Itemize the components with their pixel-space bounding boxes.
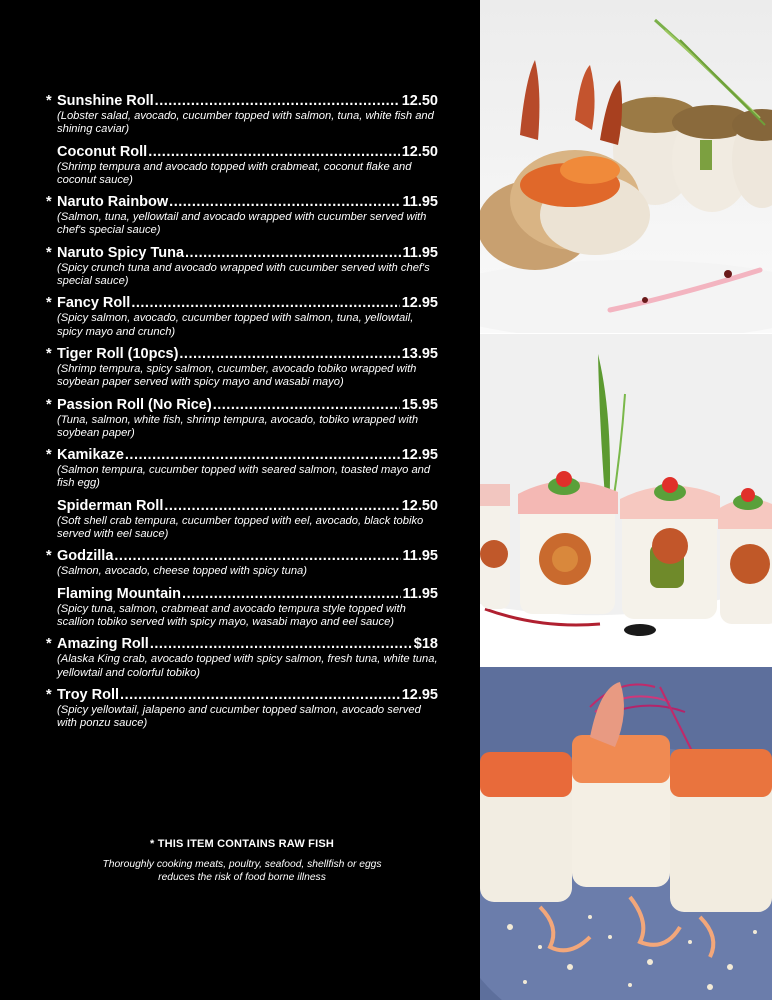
menu-item-description: (Salmon tempura, cucumber topped with seared salmon, toasted mayo and fish egg) [57,464,431,490]
menu-item-description: (Spicy yellowtail, jalapeno and cucumber topped salmon, avocado served with ponzu sauce) [57,703,421,730]
food-safety-note [46,858,438,884]
menu-item-name: Naruto Spicy Tuna [57,244,185,261]
menu-item-name: Fancy Roll [57,295,131,312]
raw-fish-warning-title: * THIS ITEM CONTAINS RAW FISH [149,838,335,850]
menu-item-name: Amazing Roll [57,636,149,653]
menu-item-header [46,144,438,161]
menu-item-description: (Salmon, avocado, cheese topped with spicy tuna) [57,565,307,578]
menu-item-description: (Lobster salad, avocado, cucumber topped with salmon, tuna, white fish and shining caviar) [57,110,434,136]
menu-item-price: 15.95 [401,396,438,413]
photo-column [480,0,772,1000]
menu-item-header [46,346,438,363]
dot-leader [179,346,399,363]
raw-fish-marker: * [46,345,52,362]
raw-fish-marker: * [46,447,52,464]
menu-item [46,295,438,339]
menu-item-description: (Shrimp tempura and avocado topped with crabmeat, coconut flake and coconut sauce) [57,160,412,186]
menu-item [46,548,438,578]
menu-item-price: 12.50 [401,497,438,514]
dot-leader [148,144,399,161]
menu-item-description: (Spicy crunch tuna and avocado wrapped with cucumber served with chef's special sauce) [57,261,430,288]
menu-item [46,447,438,491]
menu-item-description: (Tuna, salmon, white fish, shrimp tempura, avocado, tobiko wrapped with soybean paper) [57,413,419,439]
menu-item-header [46,586,438,603]
raw-fish-marker: * [46,244,52,261]
menu-item [46,245,438,289]
menu-item-description: (Shrimp tempura, spicy salmon, cucumber, avocado tobiko wrapped with soybean paper served with spicy mayo and wasabi mayo) [57,362,417,389]
menu-item-description: (Spicy salmon, avocado, cucumber topped with salmon, tuna, yellowtail, spicy mayo and crunch) [57,312,414,338]
menu-item-name: Flaming Mountain [57,585,182,602]
menu-item-description: (Soft shell crab tempura, cucumber topped with eel, avocado, black tobiko served with eel sauce) [57,514,424,541]
dot-leader [131,295,399,312]
menu-item-name: Coconut Roll [57,143,148,160]
menu-item-name: Kamikaze [57,447,124,464]
menu-item-price: $18 [413,636,438,653]
menu-item-price: 12.95 [401,686,438,703]
menu-item-price: 11.95 [402,194,438,211]
dot-leader [125,447,400,464]
menu-item-header [46,93,438,110]
menu-item-name: Naruto Rainbow [57,194,169,211]
dot-leader [155,93,400,110]
menu-item-price: 12.50 [401,143,438,160]
menu-item-price: 12.50 [401,93,438,109]
raw-fish-marker: * [46,194,52,211]
dot-leader [182,586,400,603]
menu-item-header [46,245,438,262]
menu-item-name: Spiderman Roll [57,497,164,514]
menu-item-name: Troy Roll [57,686,120,703]
sushi-photo-jalapeno-roll [480,334,772,666]
raw-fish-marker: * [46,686,52,703]
dot-leader [114,548,400,565]
menu-item [46,93,438,137]
menu-item-price: 11.95 [402,244,438,261]
dot-leader [164,498,399,515]
menu-item-name: Tiger Roll (10pcs) [57,345,179,362]
menu-item [46,498,438,542]
menu-list [46,93,438,737]
menu-item [46,636,438,680]
menu-item-name: Passion Roll (No Rice) [57,396,212,413]
dot-leader [185,245,400,262]
menu-item [46,346,438,390]
menu-item-header [46,636,438,653]
food-safety-note-line-1: Thoroughly cooking meats, poultry, seafood, shellfish or eggs [102,859,382,870]
menu-item [46,687,438,731]
menu-item [46,397,438,441]
raw-fish-marker: * [46,396,52,413]
menu-item-header [46,397,438,414]
menu-item-price: 13.95 [401,345,438,362]
menu-item [46,586,438,630]
menu-item-description: (Spicy tuna, salmon, crabmeat and avocado tempura style topped with scallion tobiko served with spicy mayo, wasabi mayo and eel sauce) [57,602,406,628]
menu-item-header [46,447,438,464]
raw-fish-notice [46,838,438,884]
sushi-photo-tempura-roll [480,0,772,333]
raw-fish-marker: * [46,548,52,565]
menu-item-header [46,194,438,211]
menu-item [46,144,438,188]
menu-item-header [46,295,438,312]
menu-item-price: 12.95 [401,295,438,312]
dot-leader [213,397,400,414]
dot-leader [120,687,400,704]
raw-fish-marker: * [46,636,52,653]
raw-fish-marker: * [46,295,52,312]
menu-item-name: Sunshine Roll [57,93,154,109]
menu-item-price: 12.95 [401,447,438,464]
sushi-photo-crunch-roll [480,667,772,1000]
menu-item [46,194,438,238]
menu-item-header [46,548,438,565]
food-safety-note-line-2: reduces the risk of food borne illness [158,872,326,883]
menu-item-header [46,498,438,515]
raw-fish-marker: * [46,93,52,109]
menu-item-price: 11.95 [402,548,438,565]
menu-item-name: Godzilla [57,548,114,565]
menu-item-header [46,687,438,704]
menu-item-description: (Salmon, tuna, yellowtail and avocado wrapped with cucumber served with chef's special sauce) [57,211,427,237]
dot-leader [150,636,412,653]
menu-item-price: 11.95 [402,585,438,602]
menu-item-description: (Alaska King crab, avocado topped with spicy salmon, fresh tuna, white tuna, yellowtail and colorful tobiko) [57,653,438,679]
dot-leader [169,194,400,211]
